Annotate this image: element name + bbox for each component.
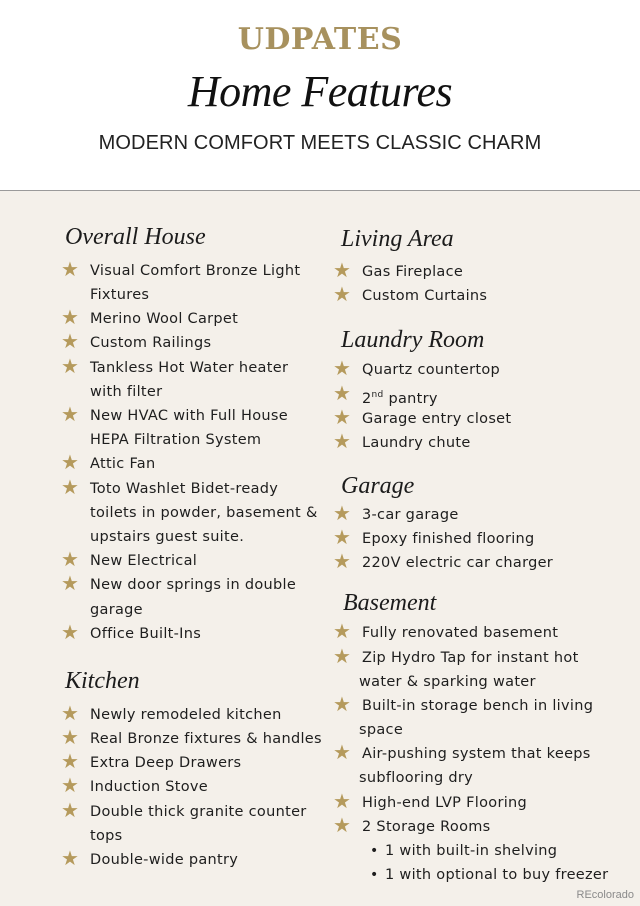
item-text-continued: water & sparking water: [359, 674, 536, 690]
star-icon: ★: [61, 305, 79, 329]
item-text: New door springs in double: [90, 577, 297, 593]
item-text: Merino Wool Carpet: [90, 311, 239, 327]
section-heading-kitchen: Kitchen: [65, 668, 140, 694]
section-heading-garage: Garage: [341, 473, 415, 499]
star-icon: ★: [61, 257, 79, 281]
item-text: Office Built-Ins: [90, 626, 202, 642]
star-icon: ★: [61, 798, 79, 822]
star-icon: ★: [333, 692, 351, 716]
source-credit: REcolorado: [576, 889, 634, 901]
bullet-icon: •: [370, 843, 379, 859]
star-icon: ★: [61, 329, 79, 353]
item-text-continued: Fixtures: [90, 287, 150, 303]
item-text: Extra Deep Drawers: [90, 755, 242, 771]
star-icon: ★: [333, 429, 351, 453]
star-icon: ★: [333, 405, 351, 429]
star-icon: ★: [61, 701, 79, 725]
star-icon: ★: [61, 354, 79, 378]
item-text-continued: garage: [90, 602, 143, 618]
item-text-continued: subflooring dry: [359, 770, 474, 786]
item-text: [362, 384, 438, 410]
section-heading-laundry-room: Laundry Room: [341, 327, 485, 353]
item-text: 2 Storage Rooms: [362, 819, 491, 835]
star-icon: ★: [61, 749, 79, 773]
item-text: New Electrical: [90, 553, 198, 569]
item-text: Quartz countertop: [362, 362, 501, 378]
star-icon: ★: [61, 450, 79, 474]
item-text: Gas Fireplace: [362, 264, 464, 280]
star-icon: ★: [333, 740, 351, 764]
star-icon: ★: [61, 571, 79, 595]
star-icon: ★: [61, 725, 79, 749]
item-text: Air-pushing system that keeps: [362, 746, 591, 762]
item-text-continued: tops: [90, 828, 123, 844]
star-icon: ★: [333, 525, 351, 549]
section-heading-living-area: Living Area: [341, 226, 454, 252]
item-text: Zip Hydro Tap for instant hot: [362, 650, 579, 666]
item-text: Induction Stove: [90, 779, 208, 795]
star-icon: ★: [333, 282, 351, 306]
item-text: Tankless Hot Water heater: [90, 360, 289, 376]
item-text: Fully renovated basement: [362, 625, 559, 641]
item-text: Garage entry closet: [362, 411, 512, 427]
item-text: 3-car garage: [362, 507, 459, 523]
section-heading-basement: Basement: [343, 590, 437, 616]
item-text-continued: toilets in powder, basement &: [90, 505, 318, 521]
item-text: Attic Fan: [90, 456, 156, 472]
item-text: Custom Curtains: [362, 288, 488, 304]
item-text: Visual Comfort Bronze Light: [90, 263, 301, 279]
item-text: Built-in storage bench in living: [362, 698, 594, 714]
page-title: Home Features: [187, 67, 453, 116]
updates-kicker: UDPATES: [237, 22, 403, 57]
star-icon: ★: [333, 619, 351, 643]
page-header: [0, 0, 640, 190]
item-text: New HVAC with Full House: [90, 408, 288, 424]
star-icon: ★: [333, 549, 351, 573]
item-text-continued: with filter: [90, 384, 163, 400]
bullet-icon: •: [370, 867, 379, 883]
item-text-continued: HEPA Filtration System: [90, 432, 262, 448]
star-icon: ★: [333, 258, 351, 282]
ordinal-number: 2: [362, 391, 372, 407]
star-icon: ★: [333, 381, 351, 405]
item-text: Laundry chute: [362, 435, 471, 451]
star-icon: ★: [333, 501, 351, 525]
item-text: Newly remodeled kitchen: [90, 707, 282, 723]
item-text: Real Bronze fixtures & handles: [90, 731, 322, 747]
item-text: Double-wide pantry: [90, 852, 239, 868]
star-icon: ★: [333, 813, 351, 837]
item-text: High-end LVP Flooring: [362, 795, 528, 811]
sub-list-item: 1 with optional to buy freezer: [385, 867, 609, 883]
page-subtitle: MODERN COMFORT MEETS CLASSIC CHARM: [98, 132, 542, 154]
star-icon: ★: [61, 846, 79, 870]
star-icon: ★: [61, 475, 79, 499]
star-icon: ★: [61, 773, 79, 797]
item-text: 220V electric car charger: [362, 555, 554, 571]
star-icon: ★: [333, 789, 351, 813]
item-text: Toto Washlet Bidet-ready: [90, 481, 279, 497]
item-text: Epoxy finished flooring: [362, 531, 535, 547]
star-icon: ★: [61, 402, 79, 426]
star-icon: ★: [61, 547, 79, 571]
item-text-continued: space: [359, 722, 404, 738]
star-icon: ★: [61, 620, 79, 644]
star-icon: ★: [333, 644, 351, 668]
item-text: Custom Railings: [90, 335, 212, 351]
section-heading-overall-house: Overall House: [65, 224, 206, 250]
star-icon: ★: [333, 356, 351, 380]
ordinal-rest: pantry: [383, 391, 438, 407]
item-text: Double thick granite counter: [90, 804, 307, 820]
item-text-continued: upstairs guest suite.: [90, 529, 245, 545]
sub-list-item: 1 with built-in shelving: [385, 843, 558, 859]
ordinal-suffix: nd: [371, 390, 384, 400]
